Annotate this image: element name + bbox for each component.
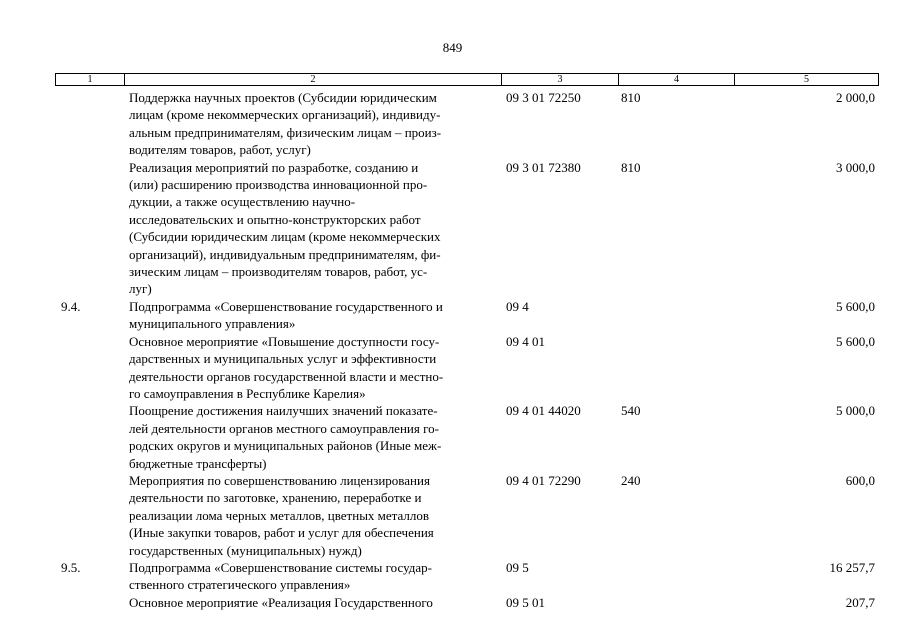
description-line: деятельности по заготовке, хранению, переработке и xyxy=(129,490,422,506)
description-line: муниципального управления» xyxy=(129,316,296,332)
description-line: водителям товаров, работ, услуг) xyxy=(129,142,311,158)
row-amount: 2 000,0 xyxy=(836,90,875,105)
row-description xyxy=(123,559,500,594)
row-amount: 600,0 xyxy=(845,472,875,488)
row-description xyxy=(123,298,500,333)
description-line: (Иные закупки товаров, работ и услуг для обеспечения xyxy=(129,525,434,541)
table-row xyxy=(55,298,879,333)
row-code: 09 5 xyxy=(506,559,529,575)
table-header xyxy=(55,73,879,86)
description-line: Реализация мероприятий по разработке, созданию и xyxy=(129,159,419,175)
description-line: Основное мероприятие «Повышение доступности госу- xyxy=(129,333,440,349)
description-line: Основное мероприятие «Реализация Государственного xyxy=(129,594,433,610)
row-code: 09 3 01 72380 xyxy=(506,159,581,175)
row-expense-type xyxy=(617,559,733,594)
description-line: Подпрограмма «Совершенствование системы государ- xyxy=(129,559,432,575)
description-line: бюджетные трансферты) xyxy=(129,455,267,471)
row-expense-type: 540 xyxy=(621,403,641,419)
row-number xyxy=(55,402,123,472)
row-description xyxy=(123,89,500,159)
description-line: альным предпринимателям, физическим лицам – произ- xyxy=(129,124,442,140)
row-code: 09 4 01 72290 xyxy=(506,472,581,488)
description-line: деятельности органов государственной власти и местно- xyxy=(129,368,444,384)
page-number: 849 xyxy=(442,40,463,55)
row-description xyxy=(123,594,500,611)
description-line: зическим лицам – производителям товаров, работ, ус- xyxy=(129,264,428,280)
description-line: родских округов и муниципальных районов (Иные меж- xyxy=(129,438,442,454)
row-number xyxy=(55,159,123,298)
row-description xyxy=(123,333,500,403)
row-expense-type xyxy=(617,333,733,403)
row-code: 09 5 01 xyxy=(506,594,545,610)
row-expense-type: 810 xyxy=(621,90,641,105)
table-row xyxy=(55,594,879,611)
header-col-5: 5 xyxy=(734,74,878,85)
table-row xyxy=(55,89,879,159)
row-expense-type xyxy=(617,594,733,611)
row-expense-type xyxy=(617,298,733,333)
header-col-1: 1 xyxy=(87,74,93,85)
description-line: исследовательских и опытно-конструкторских работ xyxy=(129,211,421,227)
row-amount: 5 600,0 xyxy=(836,298,875,314)
row-expense-type: 810 xyxy=(621,159,641,175)
header-col-4: 4 xyxy=(618,74,734,85)
description-line: (или) расширению производства инновационной про- xyxy=(129,177,428,193)
row-number xyxy=(55,89,123,159)
table-row xyxy=(55,559,879,594)
row-amount: 207,7 xyxy=(845,594,875,610)
description-line: дарственных и муниципальных услуг и эффективности xyxy=(129,351,437,367)
row-amount: 3 000,0 xyxy=(836,159,875,175)
description-line: (Субсидии юридическим лицам (кроме некоммерческих xyxy=(129,229,441,245)
description-line: реализации лома черных металлов, цветных металлов xyxy=(129,507,430,523)
row-code: 09 4 xyxy=(506,298,529,314)
row-amount: 5 000,0 xyxy=(836,403,875,419)
row-number: 9.5. xyxy=(61,559,81,575)
row-number: 9.4. xyxy=(61,298,81,314)
table-row xyxy=(55,159,879,298)
row-number xyxy=(55,594,123,611)
row-expense-type: 240 xyxy=(621,472,641,488)
row-code: 09 4 01 xyxy=(506,333,545,349)
table-row xyxy=(55,333,879,403)
description-line: государственных (муниципальных) нужд) xyxy=(129,542,362,558)
row-description xyxy=(123,159,500,298)
table-row xyxy=(55,472,879,559)
description-line: дукции, а также осуществлению научно- xyxy=(129,194,356,210)
description-line: организаций), индивидуальным предпринимателям, фи- xyxy=(129,246,441,262)
description-line: луг) xyxy=(129,281,152,297)
row-description xyxy=(123,402,500,472)
row-code: 09 3 01 72250 xyxy=(506,90,581,105)
description-line: ственного стратегического управления» xyxy=(129,577,351,593)
table-body xyxy=(55,89,879,611)
row-amount: 16 257,7 xyxy=(829,559,875,575)
description-line: Подпрограмма «Совершенствование государственного и xyxy=(129,298,443,314)
header-col-2: 2 xyxy=(124,74,501,85)
description-line: Мероприятия по совершенствованию лицензирования xyxy=(129,472,430,488)
description-line: Поощрение достижения наилучших значений показате- xyxy=(129,403,438,419)
header-col-3: 3 xyxy=(501,74,618,85)
description-line: лей деятельности органов местного самоуправления го- xyxy=(129,420,439,436)
row-number xyxy=(55,472,123,559)
description-line: Поддержка научных проектов (Субсидии юридическим xyxy=(129,90,437,105)
row-amount: 5 600,0 xyxy=(836,333,875,349)
description-line: го самоуправления в Республике Карелия» xyxy=(129,385,366,401)
table-row xyxy=(55,402,879,472)
row-number xyxy=(55,333,123,403)
description-line: лицам (кроме некоммерческих организаций), индивиду- xyxy=(129,107,441,123)
row-code: 09 4 01 44020 xyxy=(506,403,581,419)
row-description xyxy=(123,472,500,559)
